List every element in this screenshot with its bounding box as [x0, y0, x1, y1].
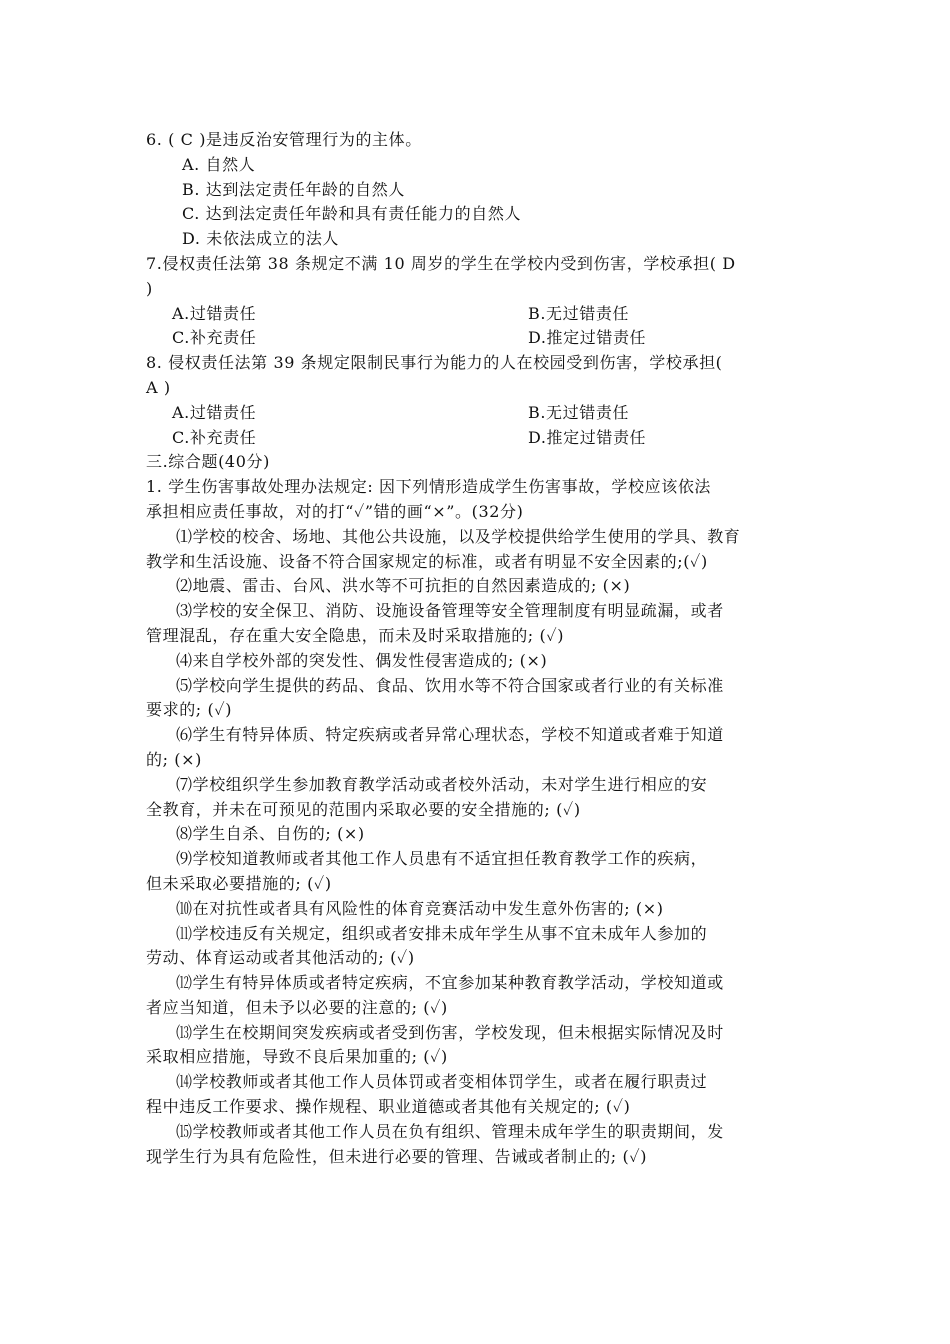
question-7-stem-continued: ) — [146, 278, 153, 298]
judgement-item — [146, 525, 810, 575]
judgement-item-text-continued: 全教育，并未在可预见的范围内采取必要的安全措施的; (✓) — [146, 799, 581, 819]
judgement-item-text-continued: 管理混乱，存在重大安全隐患，而未及时采取措施的; (✓) — [146, 625, 565, 645]
question-8-options-row-1 — [146, 401, 810, 426]
question-8-option-a: A.过错责任 — [172, 402, 257, 422]
question-8-stem-continued: A ) — [146, 377, 171, 397]
judgement-item — [146, 599, 810, 649]
judgement-item — [146, 1021, 810, 1071]
judgement-item-text: ⑼学校知道教师或者其他工作人员患有不适宜担任教育教学工作的疾病， — [176, 849, 708, 869]
judgement-item-text: ⒀学生在校期间突发疾病或者受到伤害，学校发现，但未根据实际情况及时 — [176, 1022, 724, 1042]
judgement-item-text-continued: 采取相应措施，导致不良后果加重的; (✓) — [146, 1047, 448, 1067]
judgement-item-text: ⑽在对抗性或者具有风险性的体育竞赛活动中发生意外伤害的; (×) — [176, 898, 664, 918]
judgement-item — [146, 723, 810, 773]
question-6-stem: 6. ( C )是违反治安管理行为的主体。 — [146, 130, 422, 149]
judgement-item-text: ⑵地震、雷击、台风、洪水等不可抗拒的自然因素造成的; (×) — [176, 576, 631, 596]
question-8-option-c: C.补充责任 — [172, 427, 257, 447]
judgement-item — [146, 971, 810, 1021]
judgement-item-text: ⒂学校教师或者其他工作人员在负有组织、管理未成年学生的职责期间，发 — [176, 1121, 724, 1141]
section-3-title: 三.综合题(40分) — [146, 452, 270, 472]
judgement-item-text-continued: 教学和生活设施、设备不符合国家规定的标准，或者有明显不安全因素的;(✓) — [146, 551, 708, 571]
judgement-item — [146, 1070, 810, 1120]
judgement-item — [146, 922, 810, 972]
question-8-options-row-2 — [146, 426, 810, 451]
question-7-option-c: C.补充责任 — [172, 328, 257, 348]
question-7-option-a: A.过错责任 — [172, 303, 257, 323]
exam-document — [146, 128, 810, 1169]
judgement-item-text: ⑶学校的安全保卫、消防、设施设备管理等安全管理制度有明显疏漏，或者 — [176, 601, 724, 621]
question-8-option-b: B.无过错责任 — [528, 402, 630, 422]
judgement-item — [146, 674, 810, 724]
judgement-item-text-continued: 要求的; (✓) — [146, 700, 233, 720]
comprehensive-question-1-stem: 1. 学生伤害事故处理办法规定: 因下列情形造成学生伤害事故，学校应该依法 — [146, 477, 712, 497]
judgement-item — [146, 847, 810, 897]
question-7-stem: 7.侵权责任法第 38 条规定不满 10 周岁的学生在学校内受到伤害，学校承担( D — [146, 253, 736, 273]
judgement-item-text: ⑸学校向学生提供的药品、食品、饮用水等不符合国家或者行业的有关标准 — [176, 675, 724, 695]
judgement-item-text-continued: 者应当知道，但未予以必要的注意的; (✓) — [146, 997, 448, 1017]
question-7-options-row-1 — [146, 302, 810, 327]
judgement-item — [146, 897, 810, 922]
question-8-stem: 8. 侵权责任法第 39 条规定限制民事行为能力的人在校园受到伤害，学校承担( — [146, 353, 723, 373]
question-7-option-b: B.无过错责任 — [528, 303, 630, 323]
judgement-item-text-continued: 但未采取必要措施的; (✓) — [146, 873, 332, 893]
judgement-item-text-continued: 的; (×) — [146, 749, 202, 769]
judgement-item — [146, 649, 810, 674]
judgement-item-text: ⑴学校的校舍、场地、其他公共设施，以及学校提供给学生使用的学具、教育 — [176, 526, 741, 546]
question-8-option-d: D.推定过错责任 — [528, 427, 647, 447]
judgement-item — [146, 773, 810, 823]
judgement-item — [146, 822, 810, 847]
judgement-item-text-continued: 劳动、体育运动或者其他活动的; (✓) — [146, 948, 415, 968]
question-7-options-row-2 — [146, 326, 810, 351]
judgement-item — [146, 1120, 810, 1170]
judgement-item — [146, 574, 810, 599]
question-6-option-c: C. 达到法定责任年龄和具有责任能力的自然人 — [182, 204, 522, 224]
judgement-item-text: ⑷来自学校外部的突发性、偶发性侵害造成的; (×) — [176, 650, 548, 670]
judgement-item-text-continued: 程中违反工作要求、操作规程、职业道德或者其他有关规定的; (✓) — [146, 1097, 631, 1117]
judgement-item-text: ⑹学生有特异体质、特定疾病或者异常心理状态，学校不知道或者难于知道 — [176, 725, 724, 745]
judgement-item-text: ⑿学生有特异体质或者特定疾病，不宜参加某种教育教学活动，学校知道或 — [176, 973, 724, 993]
question-6-option-d: D. 未依法成立的法人 — [182, 229, 340, 249]
question-7-option-d: D.推定过错责任 — [528, 328, 647, 348]
judgement-item-text: ⑺学校组织学生参加教育教学活动或者校外活动，未对学生进行相应的安 — [176, 774, 708, 794]
comprehensive-question-1-stem-continued: 承担相应责任事故，对的打“✓”错的画“×”。(32分) — [146, 501, 524, 521]
judgement-items-list — [146, 525, 810, 1170]
judgement-item-text: ⑻学生自杀、自伤的; (×) — [176, 824, 365, 844]
judgement-item-text: ⒁学校教师或者其他工作人员体罚或者变相体罚学生，或者在履行职责过 — [176, 1072, 708, 1092]
question-6-option-b: B. 达到法定责任年龄的自然人 — [182, 179, 405, 199]
judgement-item-text: ⑾学校违反有关规定，组织或者安排未成年学生从事不宜未成年人参加的 — [176, 923, 708, 943]
judgement-item-text-continued: 现学生行为具有危险性，但未进行必要的管理、告诫或者制止的; (✓) — [146, 1146, 648, 1166]
question-6-option-a: A. 自然人 — [182, 154, 256, 174]
